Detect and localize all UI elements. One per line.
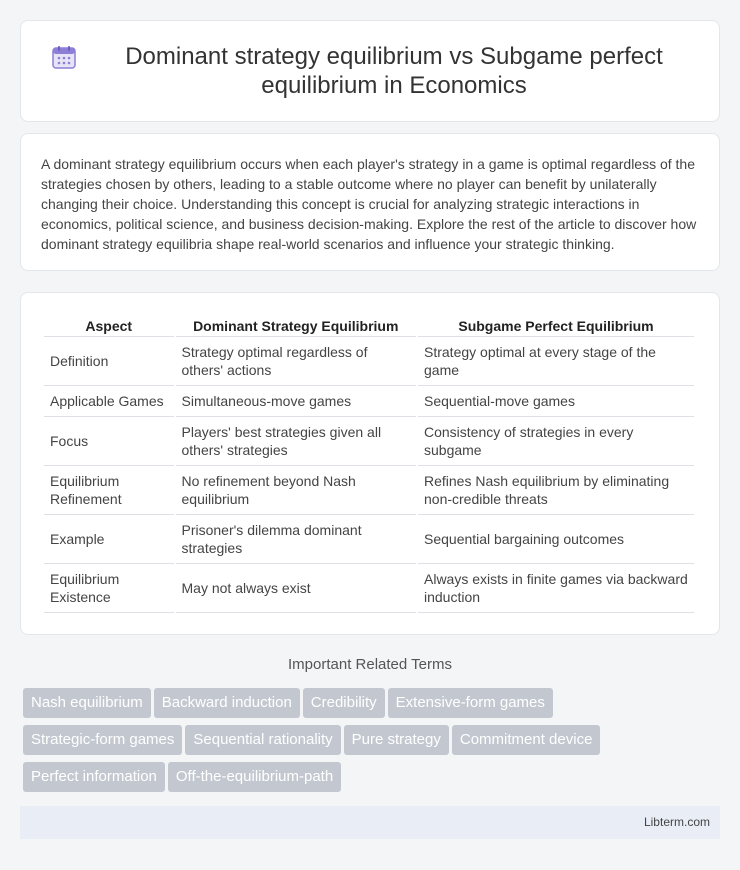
related-terms-list	[23, 688, 723, 799]
tag-off-the-equilibrium-path[interactable]: Off-the-equilibrium-path	[168, 762, 341, 792]
header-dominant: Dominant Strategy Equilibrium	[176, 315, 417, 337]
related-terms-title: Important Related Terms	[288, 656, 452, 673]
table-row	[44, 466, 694, 515]
row-subgame: Strategy optimal at every stage of the game	[418, 337, 694, 386]
table-row	[44, 515, 694, 564]
comparison-card	[20, 292, 720, 635]
page-title: Dominant strategy equilibrium vs Subgame perfect equilibrium in Economics	[125, 43, 663, 99]
tag-commitment-device[interactable]: Commitment device	[452, 725, 601, 755]
row-aspect: Equilibrium Refinement	[44, 466, 174, 515]
tag-pure-strategy[interactable]: Pure strategy	[344, 725, 449, 755]
tag-perfect-information[interactable]: Perfect information	[23, 762, 165, 792]
calendar-icon	[51, 44, 77, 70]
footer	[20, 806, 720, 839]
title-card	[20, 20, 720, 122]
row-dominant: Simultaneous-move games	[176, 386, 417, 417]
row-subgame: Sequential-move games	[418, 386, 694, 417]
table-row	[44, 564, 694, 613]
row-aspect: Example	[44, 515, 174, 564]
row-dominant: No refinement beyond Nash equilibrium	[176, 466, 417, 515]
row-aspect: Focus	[44, 417, 174, 466]
intro-card	[20, 133, 720, 271]
table-row	[44, 386, 694, 417]
row-subgame: Always exists in finite games via backward induction	[418, 564, 694, 613]
intro-paragraph: A dominant strategy equilibrium occurs when each player's strategy in a game is optimal regardless of the strategies chosen by others, leading to a stable outcome where no player can benefit by unilaterally changing their choice. Understanding this concept is crucial for analyzing strategic interactions in economics, political science, and business decision-making. Explore the rest of the article to discover how dominant strategy equilibria shape real-world scenarios and influence your strategic thinking.	[41, 156, 697, 252]
comparison-table	[42, 315, 696, 613]
tag-strategic-form-games[interactable]: Strategic-form games	[23, 725, 182, 755]
row-dominant: Strategy optimal regardless of others' actions	[176, 337, 417, 386]
row-aspect: Equilibrium Existence	[44, 564, 174, 613]
header-aspect: Aspect	[44, 315, 174, 337]
table-row	[44, 337, 694, 386]
row-subgame: Consistency of strategies in every subgame	[418, 417, 694, 466]
header-subgame: Subgame Perfect Equilibrium	[418, 315, 694, 337]
tag-credibility[interactable]: Credibility	[303, 688, 385, 718]
row-dominant: Prisoner's dilemma dominant strategies	[176, 515, 417, 564]
row-aspect: Applicable Games	[44, 386, 174, 417]
row-aspect: Definition	[44, 337, 174, 386]
tag-extensive-form-games[interactable]: Extensive-form games	[388, 688, 553, 718]
row-dominant: May not always exist	[176, 564, 417, 613]
footer-site-link[interactable]: Libterm.com	[643, 815, 710, 829]
row-subgame: Refines Nash equilibrium by eliminating non-credible threats	[418, 466, 694, 515]
tag-sequential-rationality[interactable]: Sequential rationality	[185, 725, 340, 755]
row-subgame: Sequential bargaining outcomes	[418, 515, 694, 564]
tag-backward-induction[interactable]: Backward induction	[154, 688, 300, 718]
row-dominant: Players' best strategies given all others' strategies	[176, 417, 417, 466]
tag-nash-equilibrium[interactable]: Nash equilibrium	[23, 688, 151, 718]
table-header-row	[44, 315, 694, 337]
table-row	[44, 417, 694, 466]
